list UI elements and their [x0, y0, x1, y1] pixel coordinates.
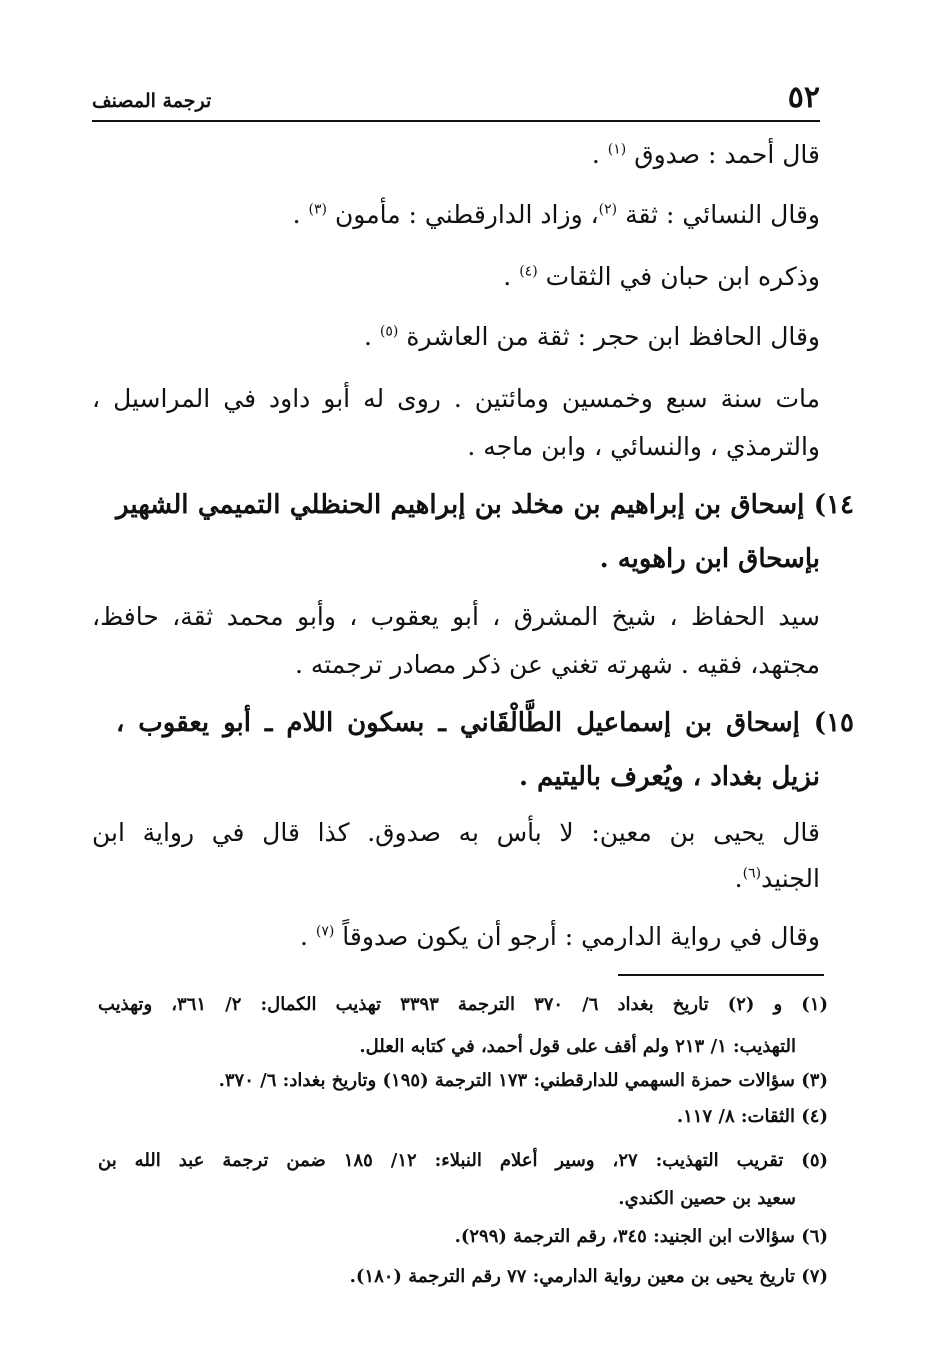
body-line: وقال في رواية الدارمي : أرجو أن يكون صدوقاً $^{(٧)}$ . — [299, 922, 820, 951]
body-line: مات سنة سبع وخمسين ومائتين . روى له أبو داود في المراسيل ، — [92, 384, 820, 413]
entry-heading-15: ١٥) إسحاق بن إسماعيل الطَّالْقَاني ـ بسكون اللام ـ أبو يعقوب ، — [116, 708, 854, 738]
footnote-marker: (٥) — [379, 323, 399, 340]
entry-heading-15-cont: نزيل بغداد ، ويُعرف باليتيم . — [519, 762, 820, 792]
footnote-3: (٣) سؤالات حمزة السهمي للدارقطني: ١٧٣ الترجمة (١٩٥) وتاريخ بغداد: ٦/ ٣٧٠. — [218, 1070, 828, 1091]
footnote-marker: (١) — [607, 141, 627, 158]
body-line: وذكره ابن حبان في الثقات $^{(٤)}$ . — [503, 262, 820, 291]
body-line: قال أحمد : صدوق $^{(١)}$ . — [591, 140, 820, 169]
page-number: ٥٢ — [787, 80, 820, 115]
running-title: ترجمة المصنف — [92, 90, 212, 112]
body-line: وقال الحافظ ابن حجر : ثقة من العاشرة $^{(٥)}$ . — [363, 322, 820, 351]
page-header — [92, 78, 820, 122]
entry-heading-14-cont: بإسحاق ابن راهويه . — [599, 544, 820, 574]
body-line: قال يحيى بن معين: لا بأس به صدوق. كذا قال في رواية ابن — [92, 818, 820, 847]
footnote-1-2: (١) و (٢) تاريخ بغداد ٦/ ٣٧٠ الترجمة ٣٣٩٣ تهذيب الكمال: ٢/ ٣٦١، وتهذيب — [98, 994, 829, 1015]
footnote-7: (٧) تاريخ يحيى بن معين رواية الدارمي: ٧٧ رقم الترجمة (١٨٠). — [349, 1266, 828, 1287]
footnote-6: (٦) سؤالات ابن الجنيد: ٣٤٥، رقم الترجمة (٢٩٩). — [454, 1226, 828, 1247]
footnote-5-cont: سعيد بن حصين الكندي. — [618, 1188, 796, 1209]
footnote-separator — [618, 974, 824, 976]
footnote-marker: (٧) — [315, 923, 335, 940]
footnote-5: (٥) تقريب التهذيب: ٢٧، وسير أعلام النبلاء: ١٢/ ١٨٥ ضمن ترجمة عبد الله بن — [98, 1150, 829, 1171]
body-line: والترمذي ، والنسائي ، وابن ماجه . — [467, 432, 820, 461]
body-line: الجنيد$^{(٦)}$. — [734, 864, 820, 893]
footnote-marker: (٤) — [519, 263, 538, 280]
body-line: مجتهد، فقيه . شهرته تغني عن ذكر مصادر ترجمته . — [294, 650, 820, 679]
footnote-marker: (٢) — [598, 201, 618, 218]
footnote-1-2-cont: التهذيب: ١/ ٢١٣ ولم أقف على قول أحمد، في كتابه العلل. — [359, 1036, 796, 1057]
footnote-4: (٤) الثقات: ٨/ ١١٧. — [676, 1106, 828, 1127]
body-line: سيد الحفاظ ، شيخ المشرق ، أبو يعقوب ، وأبو محمد ثقة، حافظ، — [92, 602, 820, 631]
footnote-marker: (٣) — [308, 201, 327, 218]
body-line: وقال النسائي : ثقة $^{(٢)}$، وزاد الدارقطني : مأمون $^{(٣)}$ . — [292, 200, 820, 229]
entry-heading-14: ١٤) إسحاق بن إبراهيم بن مخلد بن إبراهيم الحنظلي التميمي الشهير — [116, 490, 854, 520]
footnote-marker: (٦) — [742, 865, 762, 882]
